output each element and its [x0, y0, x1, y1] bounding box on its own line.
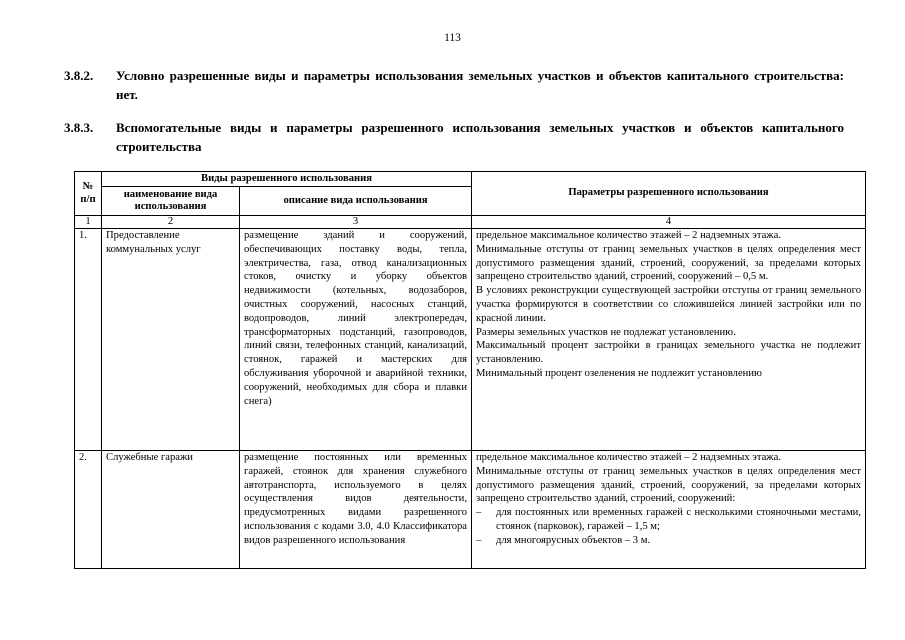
dash-marker: –: [476, 534, 482, 546]
use-params: [472, 229, 866, 451]
param-paragraph: Размеры земельных участков не подлежат установлению.: [476, 326, 736, 338]
header-number: № п/п: [75, 172, 102, 216]
section-title: Вспомогательные виды и параметры разрешенного использования земельных участков и объектов капитального строительства: [116, 120, 844, 154]
dash-item-text: для многоярусных объектов – 3 м.: [496, 534, 651, 546]
dash-list-item: [476, 534, 861, 548]
header-params: Параметры разрешенного использования: [472, 172, 866, 216]
param-paragraph: Минимальные отступы от границ земельных участков в целях определения мест допустимого размещения зданий, строений, сооружений, за пределами которых запрещено строительство зданий, строений, сооружений:: [476, 465, 861, 505]
row-number: 2.: [75, 451, 102, 569]
row-number: 1.: [75, 229, 102, 451]
dash-marker: –: [476, 507, 482, 519]
index-cell: 4: [472, 216, 866, 229]
header-name: наименование вида использования: [102, 187, 240, 216]
dash-item-text: для постоянных или временных гаражей с несколькими стояночными местами, стоянок (парковок), гаражей – 1,5 м;: [496, 507, 861, 532]
section-number: 3.8.2.: [64, 68, 94, 83]
section-heading-3-8-3: [64, 118, 844, 156]
land-use-table: [74, 171, 866, 569]
param-paragraph: Максимальный процент застройки в границах земельного участка не подлежит установлению.: [476, 340, 861, 366]
use-description: размещение зданий и сооружений, обеспечивающих поставку воды, тепла, электричества, газа, отвод канализационных стоков, очистку и уборку объектов недвижимости (котельных, водозаборов, очистных сооружений, насосных станций, водопроводов, линий электропередач, трансформаторных подстанций, газопроводов, линий связи, телефонных станций, канализаций, стоянок, гаражей и мастерских для обслуживания уборочной и аварийной техники, сооружений, необходимых для сбора и плавки снега): [240, 229, 472, 451]
param-paragraph: Минимальный процент озеленения не подлежит установлению: [476, 367, 762, 379]
use-name: Предоставление коммунальных услуг: [102, 229, 240, 451]
param-paragraph: предельное максимальное количество этажей – 2 надземных этажа.: [476, 230, 781, 241]
param-paragraph: В условиях реконструкции существующей застройки отступы от границ земельного участка формируются в соответствии со сложившейся линией застройки или по красной линии.: [476, 285, 861, 324]
page-number: 113: [444, 32, 461, 44]
section-number: 3.8.3.: [64, 120, 94, 135]
table-row: [75, 229, 866, 451]
header-group: Виды разрешенного использования: [102, 172, 472, 187]
table-row: [75, 451, 866, 569]
index-row: [75, 216, 866, 229]
index-cell: 1: [75, 216, 102, 229]
param-paragraph: Минимальные отступы от границ земельных участков в целях определения мест допустимого размещения зданий, строений, сооружений, за пределами которых запрещено строительство зданий, строений, сооружений – 0,5 м.: [476, 243, 861, 283]
index-cell: 3: [240, 216, 472, 229]
use-name: Служебные гаражи: [102, 451, 240, 569]
section-heading-3-8-2: [64, 66, 844, 104]
use-params: [472, 451, 866, 569]
header-description: описание вида использования: [240, 187, 472, 216]
dash-list-item: [476, 506, 861, 534]
section-title: Условно разрешенные виды и параметры использования земельных участков и объектов капитального строительства: нет.: [116, 68, 844, 102]
param-paragraph: предельное максимальное количество этажей – 2 надземных этажа.: [476, 452, 781, 463]
use-description: размещение постоянных или временных гаражей, стоянок для хранения служебного автотранспорта, используемого в целях осуществления видов деятельности, предусмотренных видами разрешенного использования с кодами 3.0, 4.0 Классификатора видов разрешенного использования: [240, 451, 472, 569]
index-cell: 2: [102, 216, 240, 229]
